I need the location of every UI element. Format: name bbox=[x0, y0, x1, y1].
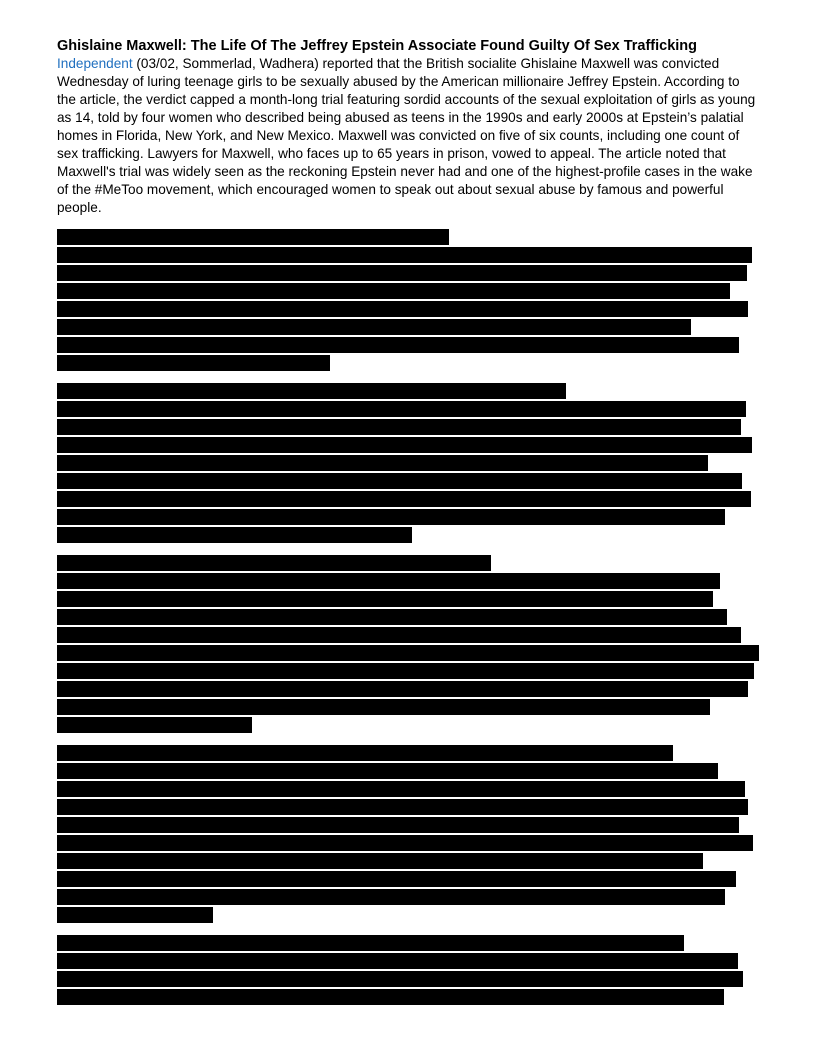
article-title: Ghislaine Maxwell: The Life Of The Jeffrey Epstein Associate Found Guilty Of Sex Trafficking bbox=[57, 38, 698, 54]
redaction-bar bbox=[57, 717, 252, 733]
redaction-bar bbox=[57, 907, 213, 923]
redaction-bar bbox=[57, 265, 747, 281]
redaction-bar bbox=[57, 681, 748, 697]
redaction-bar bbox=[57, 491, 751, 507]
redaction-bar bbox=[57, 591, 713, 607]
redaction-bar bbox=[57, 509, 725, 525]
redaction-bar bbox=[57, 383, 566, 399]
redaction-bar bbox=[57, 319, 691, 335]
redaction-bar bbox=[57, 645, 759, 661]
redaction-bar bbox=[57, 301, 748, 317]
redaction-bar bbox=[57, 699, 710, 715]
redaction-bar bbox=[57, 853, 703, 869]
redaction-bar bbox=[57, 935, 684, 951]
redaction-bar bbox=[57, 229, 449, 245]
redaction-bar bbox=[57, 663, 754, 679]
redaction-bar bbox=[57, 283, 730, 299]
redaction-bar bbox=[57, 627, 741, 643]
redacted-content bbox=[57, 0, 777, 1056]
redaction-bar bbox=[57, 247, 752, 263]
redaction-bar bbox=[57, 871, 736, 887]
redaction-bar bbox=[57, 555, 491, 571]
redaction-bar bbox=[57, 763, 718, 779]
redaction-bar bbox=[57, 781, 745, 797]
source-link[interactable]: Independent bbox=[57, 56, 133, 71]
redaction-bar bbox=[57, 989, 724, 1005]
redaction-bar bbox=[57, 953, 738, 969]
redaction-bar bbox=[57, 473, 742, 489]
redaction-bar bbox=[57, 971, 743, 987]
redaction-bar bbox=[57, 609, 727, 625]
redaction-bar bbox=[57, 401, 746, 417]
redaction-bar bbox=[57, 419, 741, 435]
redaction-bar bbox=[57, 573, 720, 589]
redaction-bar bbox=[57, 799, 748, 815]
redaction-bar bbox=[57, 455, 708, 471]
article-summary: (03/02, Sommerlad, Wadhera) reported that the British socialite Ghislaine Maxwell was convicted Wednesday of luring teenage girls to be sexually abused by the American millionaire Jeffrey Epstein. According to the article, the verdict capped a month-long trial featuring sordid accounts of the sexual exploitation of girls as young as 14, told by four women who described being abused as teens in the 1990s and early 2000s at Epstein’s palatial homes in Florida, New York, and New Mexico. Maxwell was convicted on five of six counts, including one count of sex trafficking. Lawyers for Maxwell, who faces up to 65 years in prison, vowed to appeal. The article noted that Maxwell's trial was widely seen as the reckoning Epstein never had and one of the highest-profile cases in the wake of the #MeToo movement, which encouraged women to speak out about sexual abuse by famous and powerful people. bbox=[57, 56, 756, 215]
redaction-bar bbox=[57, 527, 412, 543]
redaction-bar bbox=[57, 817, 739, 833]
redaction-bar bbox=[57, 437, 752, 453]
redaction-bar bbox=[57, 889, 725, 905]
redaction-bar bbox=[57, 835, 753, 851]
redaction-bar bbox=[57, 337, 739, 353]
redaction-bar bbox=[57, 355, 330, 371]
redaction-bar bbox=[57, 745, 673, 761]
